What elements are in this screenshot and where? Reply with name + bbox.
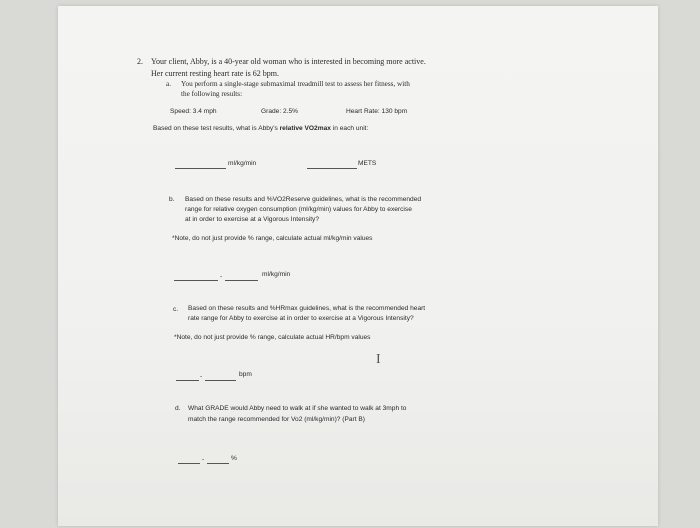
question-number: 2.: [137, 57, 143, 66]
part-c-line2: rate range for Abby to exercise at in order to exercise at a Vigorous Intensity?: [188, 315, 414, 322]
part-a-line1: You perform a single-stage submaximal treadmill test to assess her fitness, with: [181, 80, 410, 88]
question-intro-line2: Her current resting heart rate is 62 bpm.: [151, 69, 279, 78]
unit-mlkgmin-label: ml/kg/min: [228, 160, 257, 167]
part-b-unit: ml/kg/min: [262, 271, 291, 278]
speed-result: Speed: 3.4 mph: [170, 108, 217, 115]
part-a-question: [153, 125, 368, 132]
part-a-question-bold: relative VO2max: [279, 125, 331, 132]
answer-blank-mlkgmin[interactable]: [175, 168, 226, 169]
part-c-unit: bpm: [239, 371, 252, 378]
part-b-note: *Note, do not just provide % range, calculate actual ml/kg/min values: [172, 235, 373, 242]
heart-rate-result: Heart Rate: 130 bpm: [346, 108, 408, 115]
part-d-dash: -: [202, 456, 205, 463]
part-d-line2: match the range recommended for Vo2 (ml/kg/min)? (Part B): [188, 416, 366, 423]
text-cursor-icon: I: [376, 352, 381, 367]
answer-blank-mets[interactable]: [307, 168, 357, 169]
part-d-unit: %: [231, 455, 237, 462]
part-c-dash: -: [200, 373, 203, 380]
part-a-question-prefix: Based on these test results, what is Abby's: [153, 125, 280, 132]
question-intro-line1: Your client, Abby, is a 40-year old woman who is interested in becoming more active.: [151, 57, 426, 66]
part-c-marker: c.: [173, 306, 179, 313]
part-c-line1: Based on these results and %HRmax guidelines, what is the recommended heart: [188, 305, 426, 312]
part-a-question-suffix: in each unit:: [330, 125, 369, 132]
grade-result: Grade: 2.5%: [261, 108, 299, 115]
part-b-line3: at in order to exercise at a Vigorous Intensity?: [185, 216, 320, 223]
part-b-marker: b.: [169, 196, 175, 203]
part-a-marker: a.: [166, 80, 171, 88]
answer-blank-d-low[interactable]: [178, 463, 200, 464]
answer-blank-d-high[interactable]: [207, 463, 229, 464]
part-d-marker: d.: [175, 405, 181, 412]
answer-blank-c-low[interactable]: [176, 380, 199, 381]
part-b-line1: Based on these results and %VO2Reserve guidelines, what is the recommended: [185, 196, 422, 203]
part-b-dash: -: [220, 273, 223, 280]
part-d-line1: What GRADE would Abby need to walk at if she wanted to walk at 3mph to: [188, 405, 407, 412]
part-b-line2: range for relative oxygen consumption (ml/kg/min) values for Abby to exercise: [185, 206, 412, 213]
unit-mets-label: METS: [358, 160, 377, 167]
answer-blank-c-high[interactable]: [205, 380, 236, 381]
part-c-note: *Note, do not just provide % range, calculate actual HR/bpm values: [174, 334, 371, 341]
answer-blank-b-low[interactable]: [174, 280, 218, 281]
part-a-line2: the following results:: [181, 90, 243, 98]
answer-blank-b-high[interactable]: [225, 280, 258, 281]
